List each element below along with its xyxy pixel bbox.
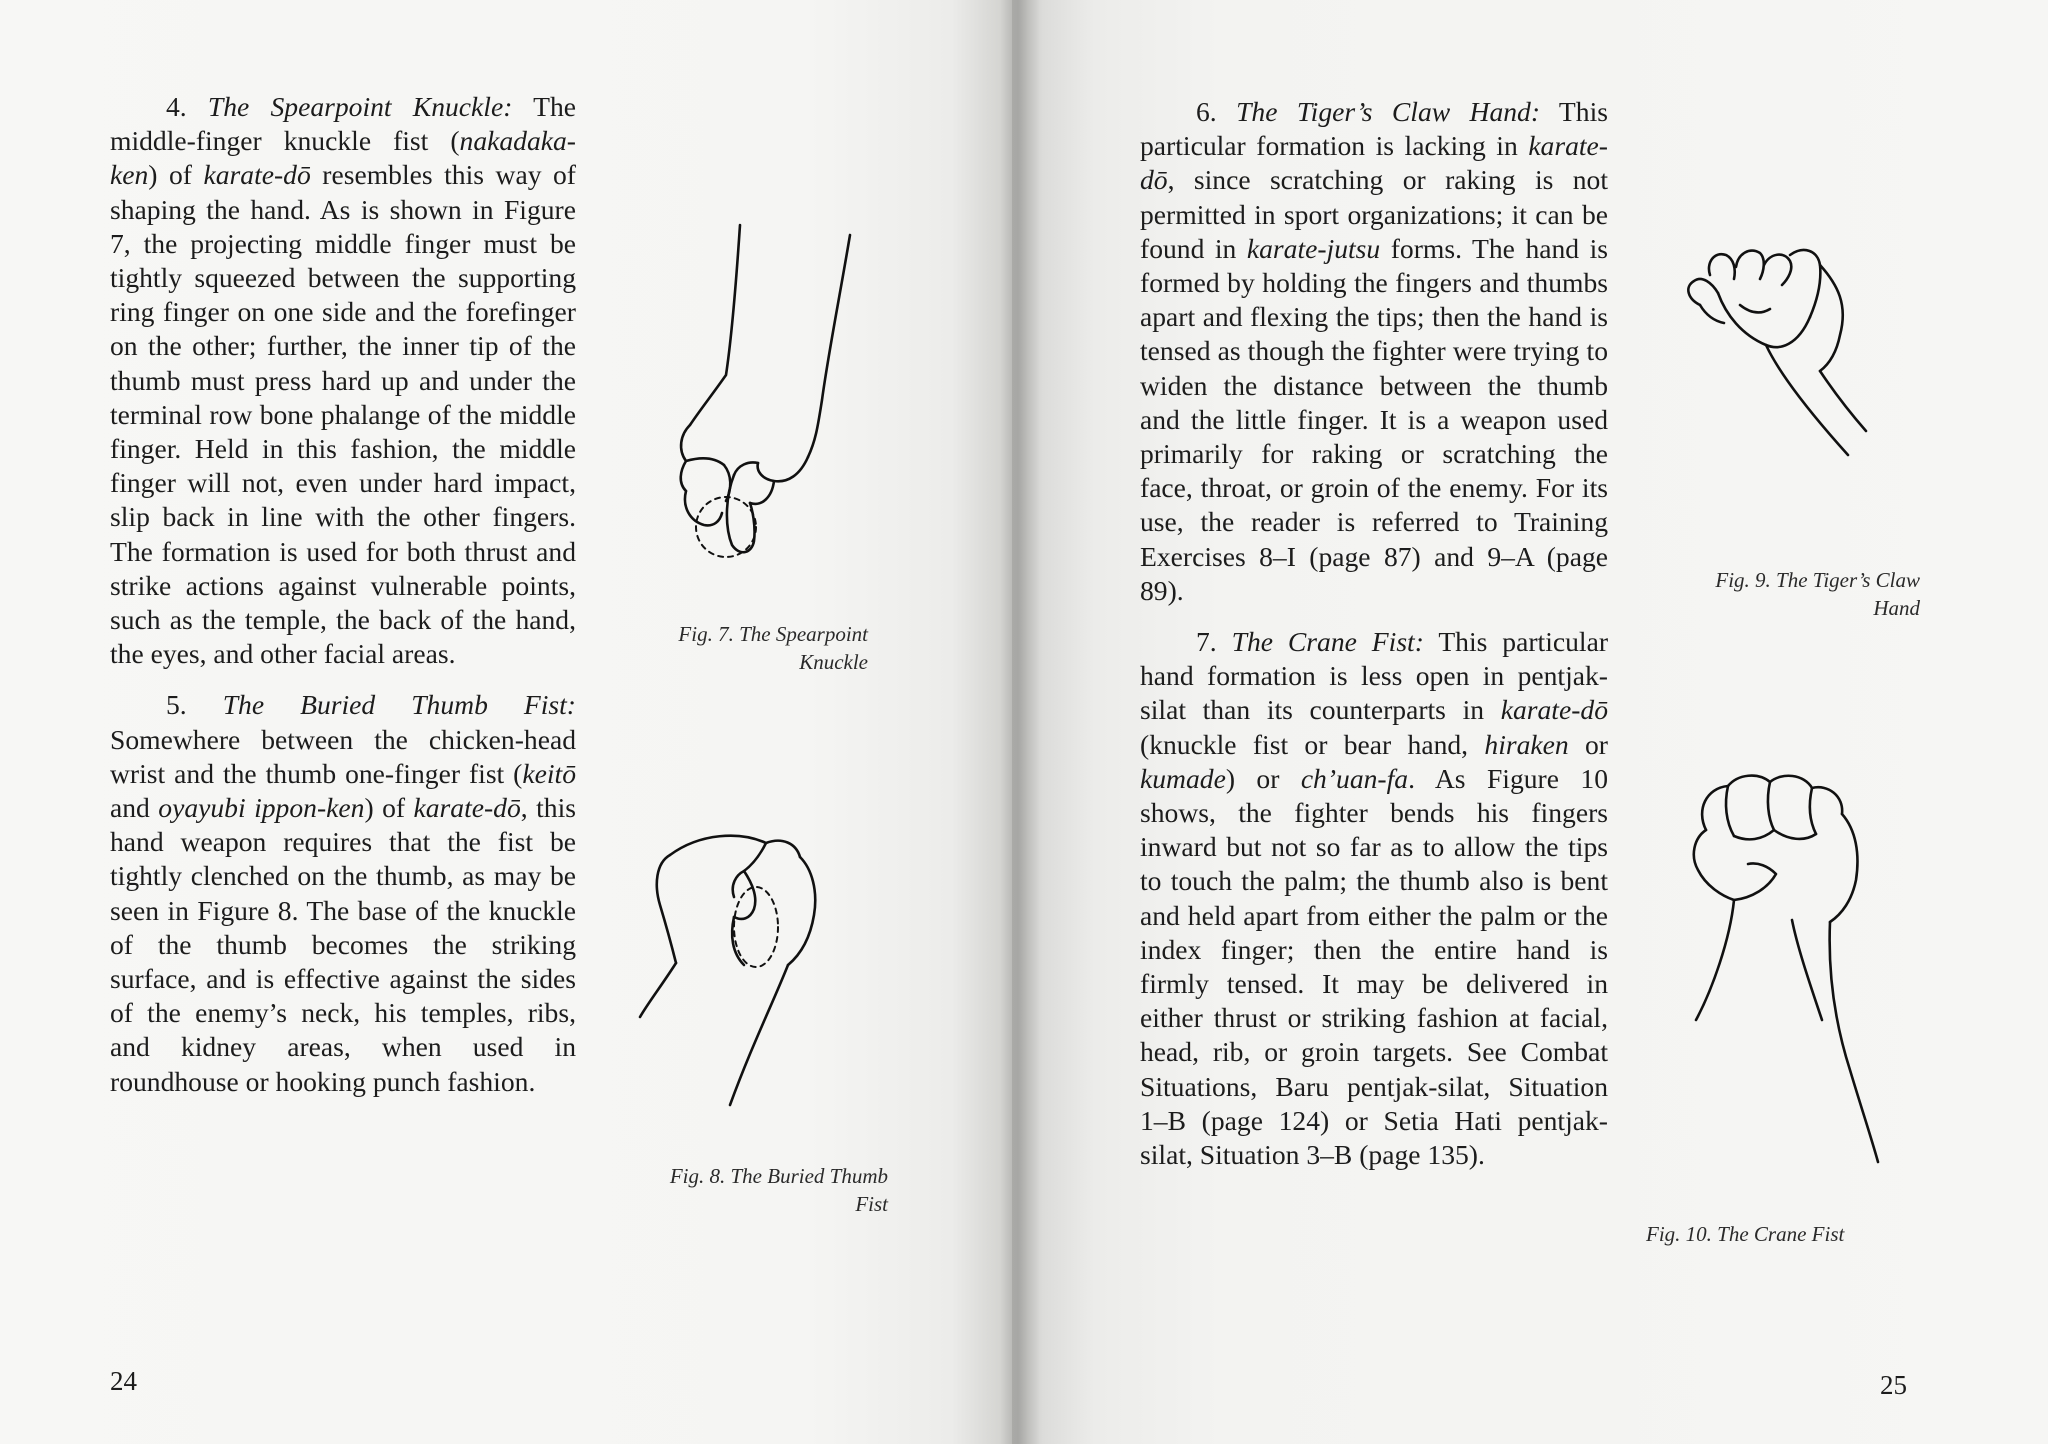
italic-term: The Buried Thumb Fist: — [222, 689, 576, 721]
figure-10-caption: Fig. 10. The Crane Fist — [1646, 1222, 1845, 1246]
paragraph-spearpoint-knuckle: 4. The Spearpoint Knuckle: The middle-finger knuckle fist (nakadaka-ken) of karate-dō resembles this way of shaping the hand. As is shown in Figure 7, the projecting middle finger must be tightly squeezed between the supporting ring finger on one side and the forefinger on the other; further, the inner tip of the thumb must press hard up and under the terminal row bone phalange of the middle finger. Held in this fashion, the middle finger will not, even under hard impact, slip back in line with the other fingers. The formation is used for both thrust and strike actions against vulnerable points, such as the temple, the back of the hand, the eyes, and other facial areas. — [110, 91, 577, 670]
page-number-left: 24 — [110, 1366, 137, 1396]
figure-9-caption: Fig. 9. The Tiger’s Claw Hand — [1715, 568, 1920, 620]
italic-term: The Spearpoint Knuckle: — [207, 91, 513, 122]
figure-7-spearpoint-knuckle — [640, 225, 870, 575]
italic-term: karate-dō — [1500, 694, 1608, 726]
figure-9-tigers-claw-hand — [1680, 245, 1880, 465]
right-page — [1012, 0, 2048, 1444]
figure-8-caption: Fig. 8. The Buried Thumb Fist — [669, 1164, 888, 1216]
italic-term: The Crane Fist: — [1231, 626, 1424, 658]
left-page — [0, 0, 1012, 1444]
italic-term: keitō — [522, 757, 576, 789]
figure-7-caption: Fig. 7. The Spearpoint Knuckle — [678, 622, 868, 674]
figure-10-crane-fist — [1672, 770, 1902, 1170]
italic-term: ch’uan-fa — [1300, 762, 1409, 794]
left-page-text — [110, 90, 576, 1099]
paragraph-tigers-claw-hand: 6. The Tiger’s Claw Hand: This particular formation is lacking in karate-dō, since scratching or raking is not permitted in sport organizations; it can be found in karate-jutsu forms. The hand is formed by holding the fingers and thumbs apart and flexing the tips; then the hand is tensed as though the fighter were trying to widen the distance between the thumb and the little finger. It is a weapon used primarily for raking or scratching the face, throat, or groin of the enemy. For its use, the reader is referred to Training Exercises 8–I (page 87) and 9–A (page 89). — [1140, 96, 1608, 606]
italic-term: The Tiger’s Claw Hand: — [1236, 96, 1541, 127]
page-number-right: 25 — [1880, 1370, 1907, 1400]
italic-term: hiraken — [1484, 728, 1569, 760]
italic-term: karate-dō — [413, 792, 521, 824]
paragraph-crane-fist: 7. The Crane Fist: This particular hand formation is less open in pentjak-silat than its counterparts in karate-dō (knuckle fist or bear hand, hiraken or kumade) or ch’uan-fa. As Figure 10 shows, the fighter bends his fingers inward but not so far as to allow the tips to touch the palm; the thumb also is bent and held apart from either the palm or the index finger; then the entire hand is firmly tensed. It may be delivered in either thrust or striking fashion at facial, head, rib, or groin targets. See Combat Situations, Baru pentjak-silat, Situation 1–B (page 124) or Setia Hati pentjak-silat, Situation 3–B (page 135). — [1140, 626, 1609, 1171]
italic-term: karate-dō — [1140, 130, 1608, 196]
figure-8-buried-thumb-fist — [640, 835, 870, 1115]
italic-term: kumade — [1140, 762, 1226, 794]
right-page-text — [1140, 95, 1608, 1172]
italic-term: nakadaka-ken — [110, 125, 576, 191]
paragraph-buried-thumb-fist: 5. The Buried Thumb Fist: Somewhere between the chicken-head wrist and the thumb one-finger fist (keitō and oyayubi ippon-ken) of karate-dō, this hand weapon requires that the fist be tightly clenched on the thumb, as may be seen in Figure 8. The base of the knuckle of the thumb becomes the striking surface, and is effective against the sides of the enemy’s neck, his temples, ribs, and kidney areas, when used in roundhouse or hooking punch fashion. — [110, 689, 576, 1097]
italic-term: karate-dō — [203, 159, 311, 191]
italic-term: oyayubi ippon-ken — [158, 792, 365, 824]
italic-term: karate-jutsu — [1246, 232, 1381, 264]
gutter-shadow — [1000, 0, 1040, 1444]
